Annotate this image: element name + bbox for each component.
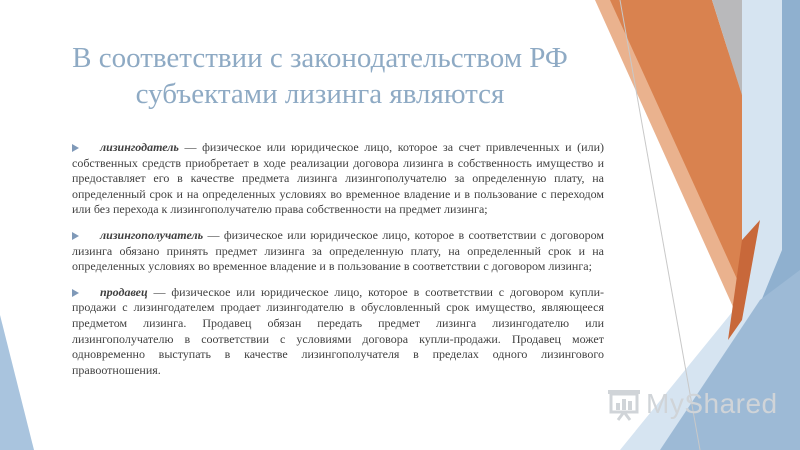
bullet-text: — физическое или юридическое лицо, которое за счет привлеченных и (или) собственных средств приобретает в ходе реализации договора лизинга в собственность имущество и предоставляет его в качестве предмета лизинга лизингополучателю за определенную плату, на определенный срок и на определенных условиях во временное владение и в пользование с переходом или без перехода к лизингополучателю права собственности на предмет лизинга;	[72, 140, 604, 217]
bullet-item-seller	[72, 285, 604, 379]
bullet-item-lessor	[72, 140, 604, 218]
myshared-watermark	[606, 384, 778, 424]
bullet-term: лизингодатель	[100, 140, 179, 154]
bullet-term: продавец	[100, 284, 148, 299]
bullet-arrow-icon	[72, 232, 79, 240]
slide-title-line-1: В соответствии с законодательством РФ	[72, 42, 568, 74]
slide-title	[40, 40, 600, 112]
bullet-arrow-icon	[72, 144, 79, 152]
bullet-text: — физическое или юридическое лицо, которое в соответствии с договором купли-продажи с лизингодателем продает лизингодателю в обусловленный срок имущество, являющееся предметом лизинга. Продавец обязан передать предмет лизинга лизингодателю или лизингополучателю в соответствии с условиями договора купли-продажи. Продавец может одновременно выступать в качестве лизингополучателя в пределах одного лизингового правоотношения.	[72, 284, 604, 377]
left-blue-wedge	[0, 315, 34, 450]
bullet-text: — физическое или юридическое лицо, которое в соответствии с договором лизинга обязано принять предмет лизинга за определенную плату, на определенный срок и на определенных условиях во временное владение и в пользование в соответствии с договором лизинга;	[72, 227, 604, 274]
bullet-list	[72, 140, 604, 388]
bullet-term: лизингополучатель	[100, 227, 204, 242]
watermark-text: MyShared	[646, 388, 778, 419]
bullet-arrow-icon	[72, 289, 79, 297]
presentation-board-icon	[606, 386, 642, 422]
slide-title-line-2: субъектами лизинга являются	[135, 78, 505, 110]
bullet-item-lessee	[72, 228, 604, 275]
